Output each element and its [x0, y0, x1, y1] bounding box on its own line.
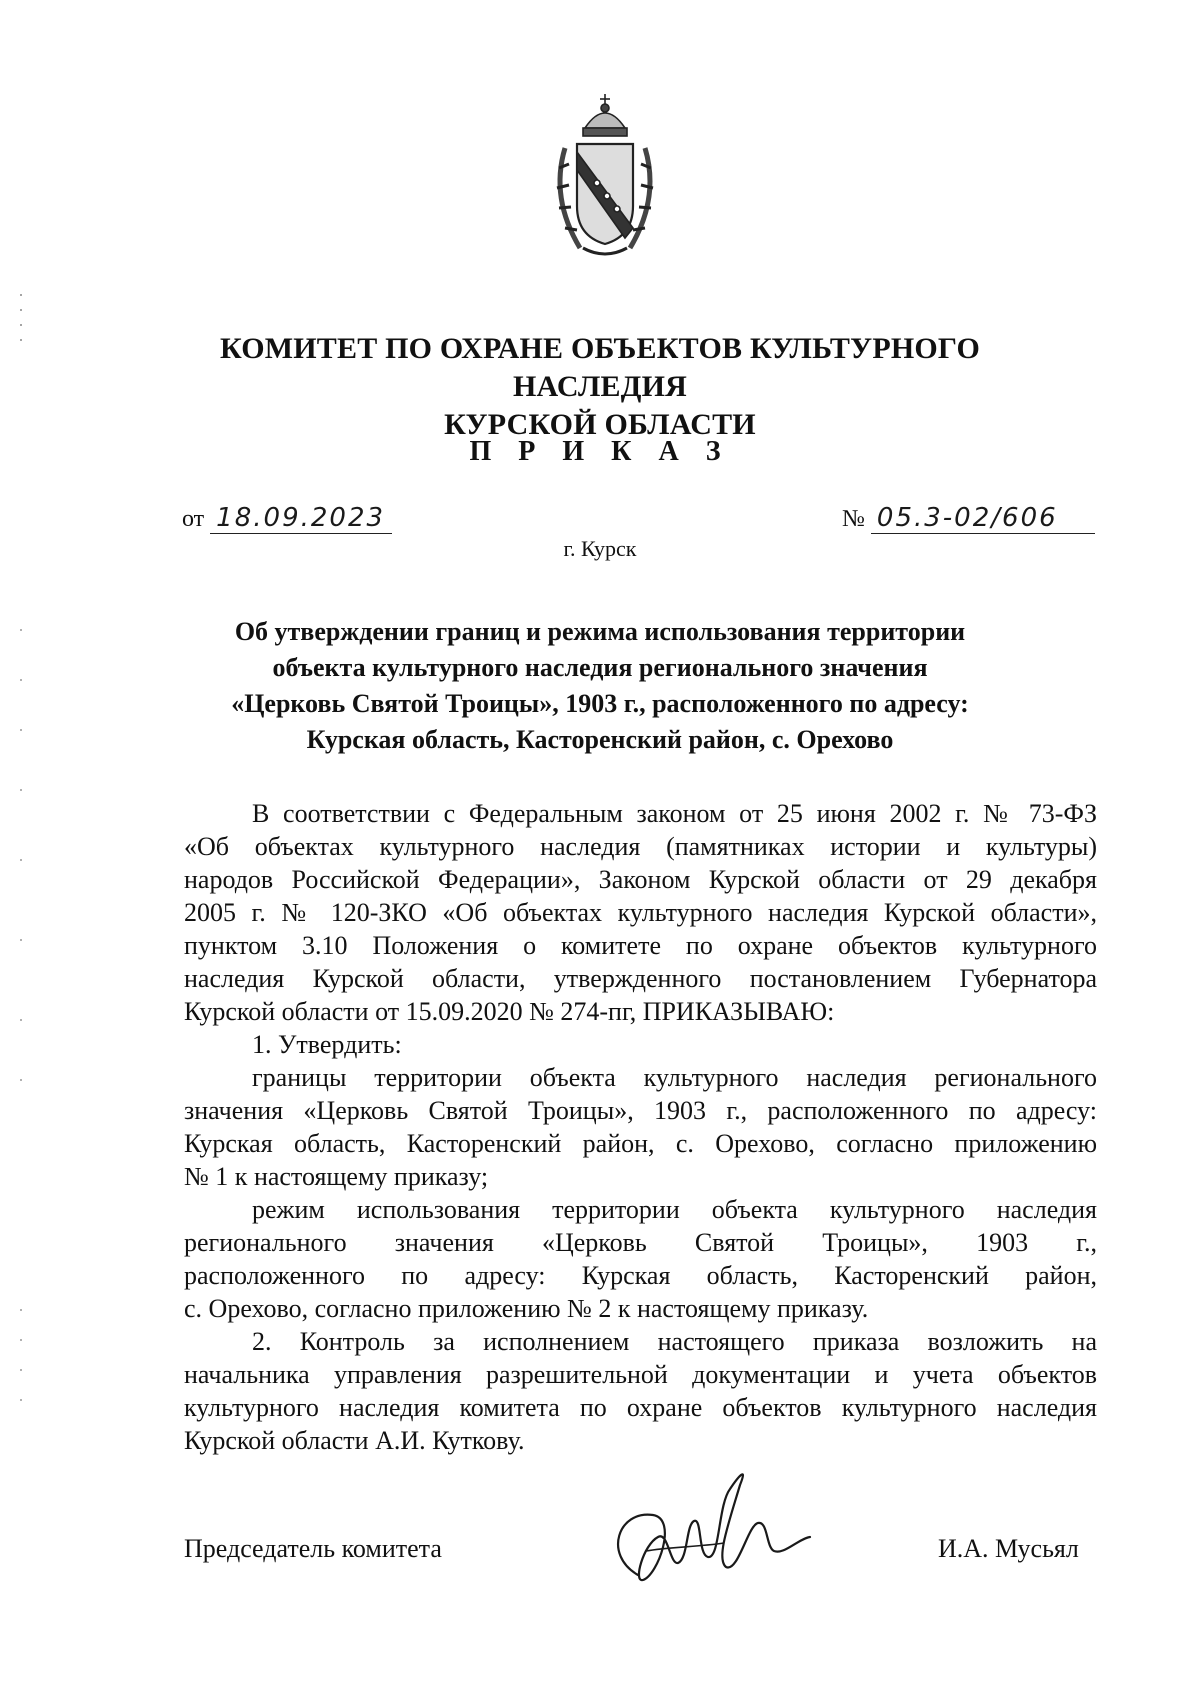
document-type-title: П Р И К А З — [469, 436, 731, 467]
date-prefix: от — [182, 506, 205, 532]
body-line: с. Орехово, согласно приложению № 2 к настоящему приказу. — [184, 1294, 869, 1323]
order-subject — [150, 614, 1050, 758]
body-line: расположенного по адресу: Курская область, Касторенский район, — [184, 1261, 1097, 1290]
subject-line: объекта культурного наследия регионального значения — [272, 653, 928, 682]
coat-of-arms-icon — [545, 88, 665, 268]
body-line: 2. Контроль за исполнением настоящего приказа возложить на — [252, 1327, 1097, 1356]
handwritten-date: 18.09.2023 — [210, 503, 392, 534]
order-body — [184, 797, 1097, 1457]
scan-margin-marks — [18, 620, 24, 1100]
scan-margin-marks — [18, 290, 24, 350]
body-line: Курская область, Касторенский район, с. Орехово, согласно приложению — [184, 1129, 1097, 1158]
organization-name — [150, 330, 1050, 444]
body-line: начальника управления разрешительной документации и учета объектов — [184, 1360, 1097, 1389]
body-line: культурного наследия комитета по охране объектов культурного наследия — [184, 1393, 1097, 1422]
body-line: границы территории объекта культурного наследия регионального — [252, 1063, 1097, 1092]
handwritten-number: 05.3-02/606 — [871, 503, 1095, 534]
subject-line: «Церковь Святой Троицы», 1903 г., расположенного по адресу: — [231, 689, 969, 718]
body-line: № 1 к настоящему приказу; — [184, 1162, 489, 1191]
organization-line-1: КОМИТЕТ ПО ОХРАНЕ ОБЪЕКТОВ КУЛЬТУРНОГО НАСЛЕДИЯ — [220, 332, 980, 403]
order-date — [182, 503, 392, 534]
city: г. Курск — [563, 536, 637, 561]
body-line: режим использования территории объекта культурного наследия — [252, 1195, 1097, 1224]
body-line: В соответствии с Федеральным законом от 25 июня 2002 г. № 73-ФЗ — [252, 799, 1097, 828]
body-line: 2005 г. № 120-ЗКО «Об объектах культурного наследия Курской области», — [184, 898, 1097, 927]
subject-line: Курская область, Касторенский район, с. Орехово — [306, 725, 894, 754]
body-line: регионального значения «Церковь Святой Троицы», 1903 г., — [184, 1228, 1097, 1257]
body-line: «Об объектах культурного наследия (памятниках истории и культуры) — [184, 832, 1097, 861]
body-line: значения «Церковь Святой Троицы», 1903 г., расположенного по адресу: — [184, 1096, 1097, 1125]
body-line: 1. Утвердить: — [252, 1030, 402, 1059]
number-prefix: № — [842, 506, 865, 532]
body-line: пунктом 3.10 Положения о комитете по охране объектов культурного — [184, 931, 1097, 960]
signatory-position: Председатель комитета — [184, 1534, 442, 1563]
body-line: Курской области А.И. Куткову. — [184, 1426, 525, 1455]
body-line: Курской области от 15.09.2020 № 274-пг, ПРИКАЗЫВАЮ: — [184, 997, 835, 1026]
scan-margin-marks — [18, 1300, 24, 1420]
organization-line-2: КУРСКОЙ ОБЛАСТИ — [444, 408, 756, 441]
body-line: народов Российской Федерации», Законом Курской области от 29 декабря — [184, 865, 1097, 894]
body-line: наследия Курской области, утвержденного постановлением Губернатора — [184, 964, 1097, 993]
signatory-name: И.А. Мусьял — [938, 1534, 1079, 1563]
signature-image — [598, 1455, 828, 1595]
order-number — [842, 503, 1095, 534]
subject-line: Об утверждении границ и режима использования территории — [234, 617, 966, 646]
